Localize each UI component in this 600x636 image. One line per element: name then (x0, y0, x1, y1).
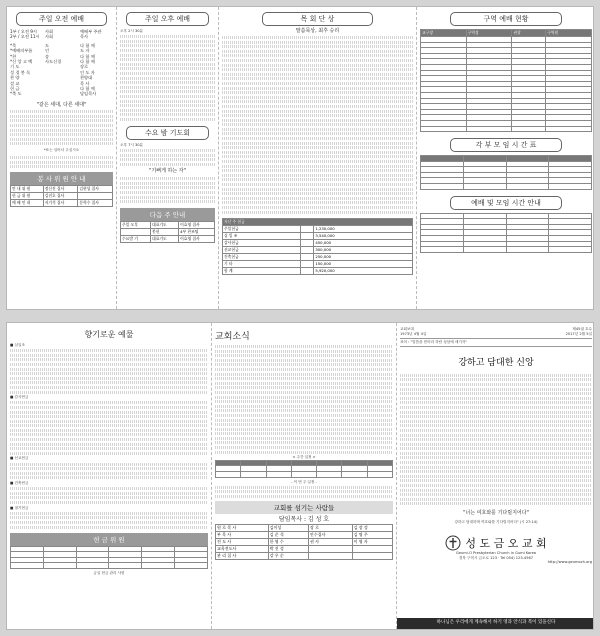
news-column (212, 323, 397, 629)
order-row: 헌 금 다 함 께 (10, 86, 95, 92)
offering-report-table (222, 218, 413, 275)
table-row (421, 184, 592, 190)
afternoon-service-title: 주일 오후 예배 (126, 12, 209, 26)
table-row: 교육전도사 박 진 성 (216, 546, 393, 553)
afternoon-time: 오후 2시 30분 (120, 29, 144, 33)
cell-group-table: 교구장 구역장 권찰 구역원 (420, 29, 592, 132)
church-logo-icon (445, 535, 461, 551)
order-row: *축 도 담임목사 (10, 91, 97, 97)
table-row (421, 247, 592, 253)
sermon-title: "같은 세대, 다른 세대" (36, 101, 87, 108)
church-address: 경북 구미시 금오로 123 · Tel 054) 123-4567 (458, 555, 534, 560)
table-row: 관 리 집 사 강 우 순 (216, 553, 393, 560)
order-row: 찬 양 찬양대 (10, 75, 93, 81)
order-row: *예배의부름 인 도 자 (10, 48, 90, 54)
schedule-table (420, 155, 592, 190)
wednesday-time: 오후 7시 30분 (120, 142, 144, 147)
table-row: 주일 오후 대표기도 이효영 집사 (121, 222, 215, 229)
offering-committee-footer-table (10, 546, 208, 569)
offerings-title: 향기로운 예물 (84, 330, 134, 339)
order-row: *신 앙 고 백 사도신경 다 함 께 (10, 59, 95, 65)
table-row: 기 타 150,000 (223, 260, 413, 267)
table-row (421, 126, 592, 132)
motto: 표어 : "말씀을 믿어라 하람 성삼에 세기자" (400, 338, 592, 347)
table-row: 수요밤 기 대표기도 이효영 집사 (121, 236, 215, 243)
table-row: 십 일 조 3,540,000 (223, 232, 413, 239)
table-row: 헌 금 위 원 김진호 집사 (11, 193, 113, 200)
lead-row: 1부 / 오전 9시 사회 예배부 주관 2부 / 오전 11시 사회 목사 (10, 29, 102, 40)
order-row: *찬 송 다 함 께 (10, 53, 95, 59)
worship-order-column (7, 7, 117, 309)
table-row: 합 계 5,920,000 (223, 267, 413, 274)
meeting-title: 예배 및 모임 시간 안내 (450, 196, 562, 210)
church-website[interactable]: http://www.geumoch.org (547, 560, 592, 565)
table-row: 건축헌금 250,000 (223, 253, 413, 260)
table-row: 전 도 사 한 영 수 권 사 이 영 자 (216, 539, 393, 546)
closing-reference: 강하고 담대하며 여호와를 기다릴지어다" (시 27:14) (454, 520, 538, 525)
pastor-reflection-title: 목 회 단 상 (262, 12, 373, 26)
order-row: 기 도 장로 (10, 64, 89, 70)
order-list (10, 43, 113, 97)
offering-committee-footer-title: 헌 금 위 원 (10, 533, 208, 546)
offerings-column (7, 323, 212, 629)
morning-service-title: 주일 오전 예배 (16, 12, 107, 26)
table-row: 선교헌금 300,000 (223, 246, 413, 253)
weekly-schedule-table (215, 460, 393, 478)
table-row (216, 472, 393, 478)
schedule-title: 각 부 모 임 시 간 표 (450, 138, 562, 152)
section-seasonal: ■ 절기헌금 (10, 505, 29, 510)
pastor-column (219, 7, 417, 309)
church-brand (400, 535, 592, 551)
devotion-title: 강하고 담대한 신앙 (458, 357, 534, 368)
church-name-english: Geumi-O Presbyterian Church in Gumi Korea (455, 551, 537, 555)
next-week-table (120, 221, 215, 243)
senior-pastor-label: 담임목사 : 김 성 호 (278, 516, 330, 523)
next-week-title: 다음 주 안내 (120, 208, 215, 221)
weekly-schedule-subtitle: < 주간 일정 > (292, 455, 316, 460)
section-mission: ■ 선교헌금 (10, 456, 29, 461)
table-row: 부 목 사 김 준 석 안수집사 김 명 주 (216, 532, 393, 539)
footer-slogan: 하나님은 우리에게 계속해서 하기 영과 안식과 복이 있을신다 (397, 618, 594, 629)
offering-committee-table (10, 185, 113, 207)
prayer-topic: "기뻐게 하는 자" (149, 167, 186, 174)
issue-header: 교회보대 제45권 호수 (400, 327, 592, 331)
this-week-title: - 이 번 주 일정 - (291, 479, 317, 484)
table-row (11, 563, 208, 569)
afternoon-column (117, 7, 219, 309)
stand-note: *표는 일어서 주십시오 (43, 148, 80, 153)
order-row: 설 교 목 사 (10, 80, 90, 86)
table-row: 원 로 목 사 김이성 장 로 김 장 성 (216, 525, 393, 532)
table-row: 예 배 인 내 서기석 집사 문혁수 집사 (11, 200, 113, 207)
offering-committee-title: 봉 사 위 원 안 내 (10, 172, 113, 185)
section-tithe: ■ 십일조 (10, 343, 25, 347)
offering-footer-label: 금일 헌금 관리 사항 (93, 570, 125, 575)
issue-dates: 1973년 4월 4일 2017년 2월 5일 (400, 331, 592, 336)
bulletin-page-1 (6, 6, 594, 310)
staff-column (417, 7, 594, 309)
table-row: 감사헌금 450,000 (223, 239, 413, 246)
serving-people-title: 교회를 섬기는 사람들 (215, 501, 393, 514)
order-row: *묵 도 다 함 께 (10, 42, 95, 48)
table-row: 봉헌 4부 찬조팀 (121, 229, 215, 236)
bulletin-page-2 (6, 322, 594, 630)
table-row: 주일헌금 1,230,000 (223, 225, 413, 232)
wednesday-prayer-title: 수요 밤 기도회 (126, 126, 209, 140)
church-name: 성 도 금 오 교 회 (465, 537, 547, 550)
cover-column (397, 323, 594, 629)
church-news-title: 교회소식 (215, 332, 250, 342)
closing-quote: "너는 여호와를 기다릴지어다" (463, 510, 529, 517)
cell-group-title: 구역 예배 현황 (450, 12, 562, 26)
section-building: ■ 건축헌금 (10, 481, 29, 485)
section-thanks: ■ 감사헌금 (10, 395, 29, 400)
order-row: 성 경 봉 독 인 도 자 (10, 69, 95, 75)
church-staff-table (215, 524, 393, 560)
table-row: 안 내 위 원 정신진 집사 김현성 집사 (11, 186, 113, 193)
reflection-subtitle: 말씀묵상, 최후 승리 (295, 28, 340, 34)
meeting-table (420, 213, 592, 253)
offering-report-title: 지난 주 헌금 (223, 218, 413, 225)
